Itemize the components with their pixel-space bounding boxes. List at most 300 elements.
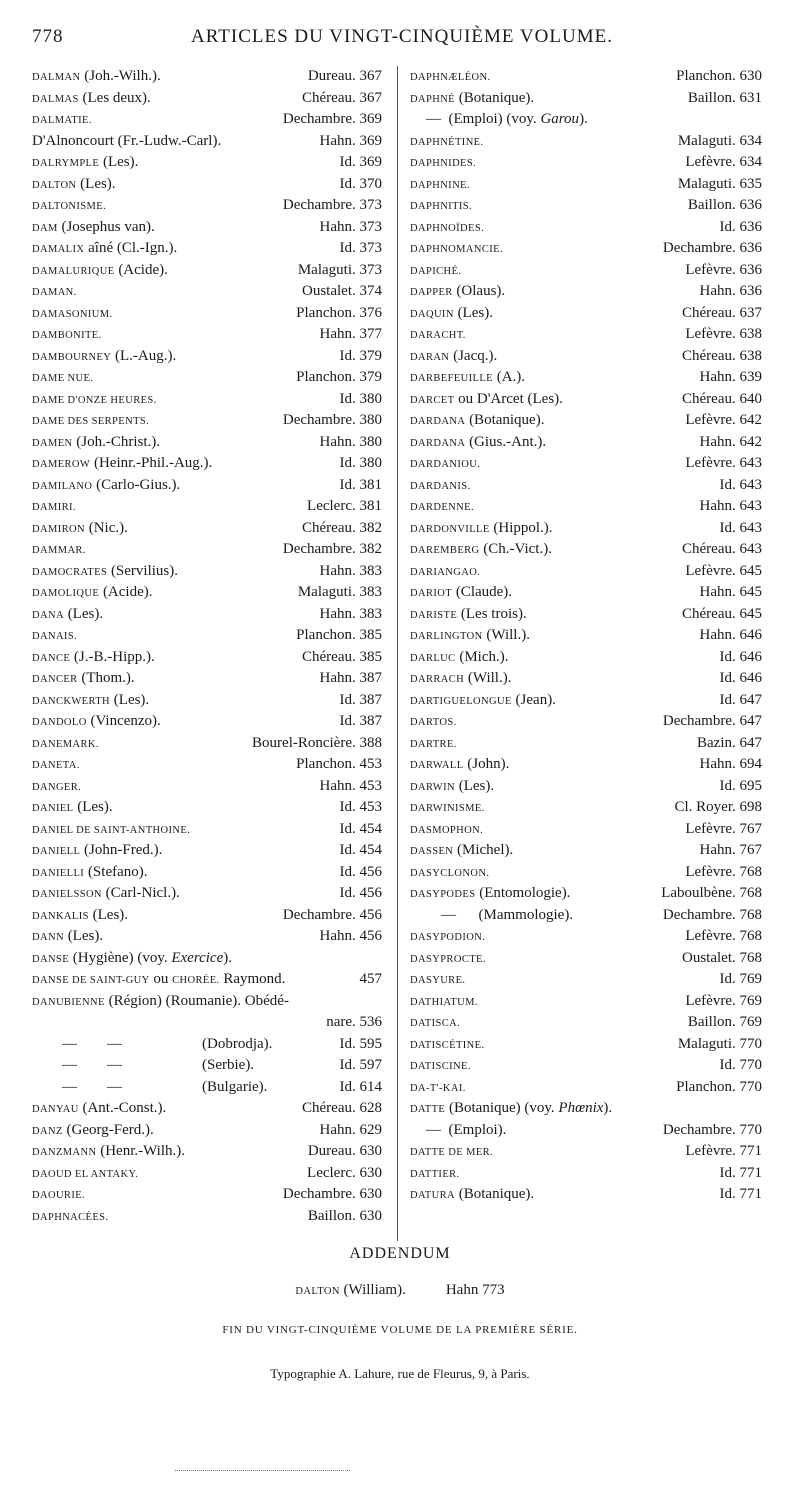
entry-text: (Stefano). (84, 863, 148, 880)
entry-headword: DANKALIS (32, 910, 89, 922)
ditto-dashes: — — (62, 1035, 122, 1052)
index-entry (410, 1184, 762, 1206)
index-entry (410, 1012, 762, 1034)
entry-author-page: Hahn. 639 (699, 369, 762, 385)
index-entry (410, 66, 762, 88)
index-entry (410, 797, 762, 819)
index-entry (32, 948, 382, 970)
entry-text: (Acide). (99, 584, 153, 600)
addendum-entry (0, 1282, 800, 1299)
entry-headword: DAME DES SERPENTS. (32, 416, 150, 427)
index-entry (410, 324, 762, 346)
index-entry (410, 948, 762, 970)
entry-author-page: 457 (359, 971, 382, 987)
entry-author-page: Id. 387 (339, 691, 382, 708)
entry-author-page: Dureau. 367 (307, 68, 382, 84)
entry-headword: DARDANIS. (410, 480, 471, 492)
entry-author-page: Lefèvre. 634 (685, 154, 762, 170)
entry-author-page: Dechambre. 369 (282, 111, 382, 127)
index-entry (410, 260, 762, 282)
entry-headword: DAPHNÉTINE. (410, 136, 484, 148)
entry-headword: DANIELSSON (32, 889, 102, 900)
entry-author-page: Id. 380 (339, 455, 382, 471)
entry-author-page: Hahn. 456 (319, 928, 382, 944)
index-entry (410, 690, 762, 712)
entry-author-page: Dechambre. 456 (282, 906, 382, 923)
entry-author-page: Dechambre. 770 (662, 1121, 762, 1138)
index-entry (410, 475, 762, 497)
entry-headword: DASYURE. (410, 975, 466, 986)
entry-headword: DALTON (32, 179, 77, 191)
entry-author-page: Hahn. 387 (319, 670, 382, 686)
entry-author-page: Id. 379 (339, 347, 382, 364)
index-entry (410, 109, 762, 131)
entry-headword: DAPHNINE. (410, 179, 470, 191)
addendum-entry-head: DALTON (295, 1286, 340, 1297)
index-entry (32, 905, 382, 927)
index-entry (32, 66, 382, 88)
index-entry (32, 496, 382, 518)
entry-author-page: Chéreau. 640 (682, 390, 762, 407)
entry-headword: DARDANA (410, 437, 466, 449)
entry-headword: DARDANA (410, 416, 466, 427)
entry-headword: DANIEL (32, 803, 74, 814)
index-entry (32, 1034, 382, 1056)
entry-headword: DATHIATUM. (410, 996, 478, 1008)
index-entry (410, 754, 762, 776)
entry-headword: DANUBIENNE (32, 996, 105, 1008)
page-number: 778 (32, 26, 64, 47)
entry-author-page: Hahn. 453 (319, 777, 382, 794)
entry-headword: DANIELLI (32, 867, 85, 879)
entry-headword: DASYPODION. (410, 932, 486, 943)
index-entry (32, 1055, 382, 1077)
entry-author-page: Lefèvre. 769 (685, 992, 762, 1009)
entry-author-page: Hahn. 767 (699, 842, 762, 858)
entry-author-page: Planchon. 630 (676, 68, 762, 84)
index-entry (32, 754, 382, 776)
entry-author-page: Lefèvre. 643 (685, 455, 762, 471)
entry-headword: DAPHNÉ (410, 93, 455, 105)
index-entry (32, 88, 382, 110)
index-entry (410, 152, 762, 174)
index-entry (32, 733, 382, 755)
entry-author-page: Chéreau. 367 (302, 89, 382, 106)
entry-author-page: Leclerc. 630 (307, 1164, 382, 1181)
entry-text: (Heinr.-Phil.-Aug.). (90, 455, 213, 471)
index-entry (32, 1141, 382, 1163)
entry-author-page: Dechambre. 647 (662, 713, 762, 729)
entry-text: (Les). (453, 304, 493, 321)
entry-headword: DANEMARK. (32, 738, 99, 750)
entry-headword: DA-T'-KAI. (410, 1082, 466, 1094)
entry-text-end: Raymond. (219, 971, 286, 987)
entry-author-page: Id. 370 (339, 175, 382, 192)
entry-headword: DANCKWERTH (32, 695, 111, 707)
entry-text: (Dobrodja). (202, 1035, 273, 1052)
index-entry (410, 647, 762, 669)
entry-author-page: Planchon. 376 (296, 304, 382, 321)
right-column (410, 66, 762, 1206)
entry-headword: DAMASONIUM. (32, 308, 113, 320)
entry-author-page: Hahn. 694 (699, 756, 762, 772)
entry-text: aîné (Cl.-Ign.). (84, 240, 178, 256)
entry-author-page: Id. 646 (719, 648, 762, 665)
entry-headword-alt: CHORÉE. (172, 975, 220, 986)
entry-text: (Région) (Roumanie). Obédé- (104, 992, 289, 1009)
entry-author-page: Chéreau. 637 (682, 304, 762, 321)
entry-author-page: Id. 454 (339, 820, 382, 837)
entry-author-page: Id. 695 (719, 777, 762, 794)
entry-text: (Hippol.). (489, 519, 553, 536)
entry-headword: DARACHT. (410, 330, 466, 341)
entry-headword: DARAN (410, 351, 450, 363)
index-entry (410, 926, 762, 948)
entry-reference: Garou (540, 111, 580, 127)
entry-author-page: Hahn. 369 (319, 132, 382, 149)
entry-headword: DASSEN (410, 846, 454, 857)
entry-text: (Michel). (453, 842, 514, 858)
entry-author-page: Chéreau. 638 (682, 347, 762, 364)
entry-headword: DAMEROW (32, 459, 91, 470)
entry-text: (Thom.). (77, 670, 135, 686)
index-entry (410, 1034, 762, 1056)
index-entry (32, 582, 382, 604)
index-entry (410, 281, 762, 303)
entry-text-end: ). (579, 111, 588, 127)
index-entry (410, 1055, 762, 1077)
entry-text: ou D'Arcet (Les). (454, 390, 563, 407)
entry-headword: DANIEL DE SAINT-ANTHOINE. (32, 824, 191, 836)
index-entry (32, 238, 382, 260)
index-entry (410, 840, 762, 862)
index-entry (32, 926, 382, 948)
entry-headword: DASYPODES (410, 889, 476, 900)
entry-headword: DARTRE. (410, 738, 457, 750)
index-entry (410, 711, 762, 733)
entry-author-page: Dechambre. 630 (282, 1186, 382, 1202)
entry-text: (Les). (454, 777, 495, 794)
entry-text: D'Alnoncourt (Fr.-Ludw.-Carl). (32, 132, 222, 149)
column-divider (397, 66, 398, 1241)
entry-headword: DAME NUE. (32, 373, 94, 384)
entry-headword: DALRYMPLE (32, 158, 100, 169)
entry-text: (Nic.). (84, 519, 128, 536)
index-entry (32, 668, 382, 690)
entry-text: (Carlo-Gius.). (92, 476, 181, 493)
entry-text: (John-Fred.). (80, 842, 163, 858)
index-entry (410, 905, 762, 927)
entry-text-end: ). (223, 949, 232, 966)
entry-author-page: Id. 614 (339, 1078, 382, 1095)
index-entry (32, 367, 382, 389)
entry-text: (Ch.-Vict.). (479, 541, 552, 557)
entry-headword: DARLINGTON (410, 631, 483, 642)
entry-author-page: Cl. Royer. 698 (674, 799, 762, 815)
entry-headword: DANETA. (32, 760, 80, 771)
entry-headword: DARIOT (410, 588, 453, 599)
index-entry (410, 604, 762, 626)
entry-text: (Jacq.). (449, 347, 498, 364)
entry-reference: Exercice (171, 949, 224, 966)
entry-headword: DANCE (32, 652, 71, 664)
entry-text: (Will.). (464, 670, 512, 686)
entry-author-page: Baillon. 769 (687, 1014, 762, 1030)
index-entry (410, 1098, 762, 1120)
entry-headword: DATTIER. (410, 1168, 460, 1180)
entry-author-page: Baillon. 636 (687, 197, 762, 213)
index-entry (32, 195, 382, 217)
entry-headword: DAMIRON (32, 523, 85, 535)
entry-headword: DAPHNITIS. (410, 201, 473, 212)
entry-author-page: Lefèvre. 768 (685, 928, 762, 944)
index-entry (32, 432, 382, 454)
entry-headword: DAMBOURNEY (32, 351, 112, 363)
entry-author-page: Hahn. 380 (319, 433, 382, 450)
entry-author-page: Id. 453 (339, 799, 382, 815)
entry-headword: DAOUD EL ANTAKY. (32, 1168, 139, 1180)
entry-headword: DAMAN. (32, 287, 77, 298)
entry-headword: DANZ (32, 1125, 63, 1137)
entry-author-page: Dureau. 630 (307, 1143, 382, 1159)
entry-headword: DANZMANN (32, 1147, 97, 1158)
entry-author-page: Lefèvre. 642 (685, 412, 762, 428)
index-entry (32, 453, 382, 475)
index-entry (32, 410, 382, 432)
index-entry (410, 539, 762, 561)
entry-author-page: Id. 380 (339, 390, 382, 407)
entry-text: (A.). (492, 369, 526, 385)
entry-author-page: Oustalet. 374 (302, 283, 382, 299)
entry-headword: DANN (32, 932, 64, 943)
entry-text: (Jean). (511, 691, 556, 708)
entry-headword: DAMOLIQUE (32, 588, 100, 599)
entry-text: (L.-Aug.). (111, 347, 177, 364)
entry-text: (Olaus). (452, 283, 506, 299)
entry-text: (Claude). (452, 584, 513, 600)
ditto-dashes: — — (62, 1078, 122, 1095)
entry-author-page: Chéreau. 382 (302, 519, 382, 536)
page-header (32, 26, 772, 56)
entry-headword: DAPHNIDES. (410, 158, 477, 169)
entry-author-page: Chéreau. 645 (682, 605, 762, 622)
entry-author-page: Id. 387 (339, 713, 382, 729)
entry-author-page: Bazin. 647 (697, 734, 762, 751)
entry-headword: DARISTE (410, 609, 458, 621)
entry-headword: DAPHNÆLÉON. (410, 72, 491, 83)
entry-headword: DAMBONITE. (32, 330, 102, 341)
index-entry (32, 1098, 382, 1120)
entry-author-page: Malaguti. 770 (677, 1035, 762, 1052)
entry-text: — (Mammologie). (426, 906, 574, 923)
index-entry (32, 217, 382, 239)
index-entry (410, 518, 762, 540)
entry-headword: DARDONVILLE (410, 523, 490, 535)
entry-text: ou (149, 971, 173, 987)
entry-headword: DATURA (410, 1190, 455, 1201)
index-entry (32, 324, 382, 346)
index-entry (410, 561, 762, 583)
index-entry (410, 1141, 762, 1163)
entry-headword: DATISCÉTINE. (410, 1039, 485, 1051)
entry-headword: DANCER (32, 674, 78, 685)
entry-headword: DARRACH (410, 674, 465, 685)
entry-text: (Henr.-Wilh.). (96, 1143, 185, 1159)
left-column (32, 66, 382, 1227)
entry-author-page: Dechambre. 382 (282, 541, 382, 557)
entry-headword: DAPHNOÏDES. (410, 222, 485, 234)
index-entry (410, 668, 762, 690)
index-entry (410, 862, 762, 884)
entry-text: (Joh.-Wilh.). (80, 68, 161, 84)
entry-author-page: Dechambre. 636 (662, 240, 762, 256)
entry-author-page: Id. 771 (719, 1164, 762, 1181)
entry-author-page: Id. 770 (719, 1057, 762, 1073)
entry-headword: DALMAN (32, 72, 81, 83)
entry-headword: DANSE DE SAINT-GUY (32, 975, 150, 986)
entry-headword: DASYCLONON. (410, 867, 490, 879)
entry-text: (Servilius). (107, 562, 179, 579)
entry-headword: DAPICHÉ. (410, 265, 462, 277)
entry-author-page: Bourel-Roncière. 388 (252, 734, 382, 751)
entry-author-page: Id. 369 (339, 154, 382, 170)
entry-headword: DAOURIE. (32, 1190, 86, 1201)
entry-text: (Entomologie). (475, 885, 571, 901)
index-entry (32, 819, 382, 841)
index-entry (32, 475, 382, 497)
page-title: ARTICLES DU VINGT-CINQUIÈME VOLUME. (191, 26, 613, 47)
index-entry (32, 1120, 382, 1142)
entry-text: (Vincenzo). (86, 713, 161, 729)
entry-author-page: Id. 597 (339, 1057, 382, 1073)
entry-headword: DANAIS. (32, 631, 78, 642)
index-entry (32, 969, 382, 991)
index-entry (410, 991, 762, 1013)
entry-author-page: nare. 536 (326, 1014, 382, 1030)
entry-author-page: Planchon. 385 (296, 627, 382, 643)
entry-author-page: Hahn. 636 (699, 283, 762, 299)
entry-headword: DAREMBERG (410, 545, 480, 556)
entry-headword: DARTOS. (410, 717, 457, 728)
index-entry (32, 690, 382, 712)
index-entry (32, 539, 382, 561)
entry-headword: DAM (32, 222, 58, 234)
printer-imprint: Typographie A. Lahure, rue de Fleurus, 9, à Paris. (270, 1366, 530, 1381)
addendum-entry-rest: (William). (339, 1282, 406, 1298)
entry-author-page: Id. 643 (719, 519, 762, 536)
index-entry (32, 1206, 382, 1228)
index-entry (410, 174, 762, 196)
entry-author-page: Hahn. 629 (319, 1121, 382, 1138)
index-entry (32, 260, 382, 282)
entry-author-page: Id. 595 (339, 1035, 382, 1052)
entry-text: (Les). (63, 605, 104, 622)
entry-author-page: Malaguti. 373 (297, 261, 382, 278)
entry-author-page: Malaguti. 383 (297, 584, 382, 600)
entry-author-page: Lefèvre. 638 (685, 326, 762, 342)
entry-author-page: Id. 769 (719, 971, 762, 987)
index-entry (32, 991, 382, 1013)
index-entry (32, 883, 382, 905)
entry-text: (J.-B.-Hipp.). (70, 648, 155, 665)
entry-author-page: Id. 456 (339, 863, 382, 880)
entry-text: (Les). (110, 691, 150, 708)
index-entry (410, 733, 762, 755)
index-entry (410, 1120, 762, 1142)
entry-headword: DATTE DE MER. (410, 1147, 494, 1158)
entry-text-end: ). (603, 1100, 613, 1116)
entry-author-page: Dechambre. 373 (282, 197, 382, 213)
entry-author-page: Malaguti. 635 (677, 175, 762, 192)
entry-headword: DARWIN (410, 781, 455, 793)
index-entry (410, 346, 762, 368)
index-entry (32, 711, 382, 733)
entry-text: (John). (463, 756, 510, 772)
index-entry (410, 303, 762, 325)
entry-headword: DATTE (410, 1104, 446, 1115)
entry-text: (Serbie). (202, 1057, 255, 1073)
index-entry (410, 1077, 762, 1099)
index-entry (32, 518, 382, 540)
entry-text: (Acide). (114, 261, 168, 278)
entry-headword: DAMMAR. (32, 545, 86, 556)
entry-text: (Joh.-Christ.). (72, 433, 160, 450)
entry-author-page: Id. 381 (339, 476, 382, 493)
entry-author-page: Id. 643 (719, 476, 762, 493)
index-entry (32, 1163, 382, 1185)
entry-text: — (Emploi). (426, 1121, 507, 1138)
index-entry (32, 131, 382, 153)
index-entry (32, 604, 382, 626)
entry-headword: DAQUIN (410, 308, 454, 320)
index-entry (32, 647, 382, 669)
entry-author-page: Planchon. 453 (296, 756, 382, 772)
entry-author-page: Lefèvre. 636 (685, 261, 762, 278)
index-entry (410, 496, 762, 518)
entry-text: (Botanique). (455, 89, 535, 106)
entry-author-page: Chéreau. 643 (682, 541, 762, 557)
index-entry (32, 174, 382, 196)
entry-headword: DANIELL (32, 846, 81, 857)
entry-headword: DARWINISME. (410, 803, 485, 814)
entry-headword: DALMATIE. (32, 115, 92, 126)
entry-headword: DARDANIOU. (410, 459, 481, 470)
entry-headword: DAMALIX (32, 244, 85, 255)
entry-text: (Georg-Ferd.). (62, 1121, 154, 1138)
entry-author-page: Lefèvre. 771 (685, 1143, 762, 1159)
entry-author-page: Lefèvre. 767 (685, 820, 762, 837)
entry-text: (Les deux). (78, 89, 151, 106)
index-entry (410, 432, 762, 454)
footer-rule (175, 1470, 350, 1472)
entry-author-page: Hahn. 383 (319, 562, 382, 579)
entry-text: (Botanique) (voy. (445, 1100, 559, 1116)
entry-text: (Botanique). (455, 1186, 535, 1202)
entry-headword: DAMEN (32, 437, 73, 449)
index-entry (32, 1184, 382, 1206)
entry-headword: DALMAS (32, 93, 79, 105)
entry-author-page: Planchon. 379 (296, 369, 382, 385)
entry-headword: DARLUC (410, 652, 456, 664)
entry-author-page: Hahn. 377 (319, 326, 382, 342)
index-entry (32, 346, 382, 368)
entry-text: (Mich.). (455, 648, 509, 665)
entry-text: (Ant.-Const.). (78, 1100, 167, 1116)
entry-author-page: Leclerc. 381 (307, 498, 382, 514)
entry-text: (Les). (88, 906, 129, 923)
entry-headword: DAMIRI. (32, 502, 76, 513)
addendum-entry-author: Hahn 773 (445, 1282, 505, 1298)
